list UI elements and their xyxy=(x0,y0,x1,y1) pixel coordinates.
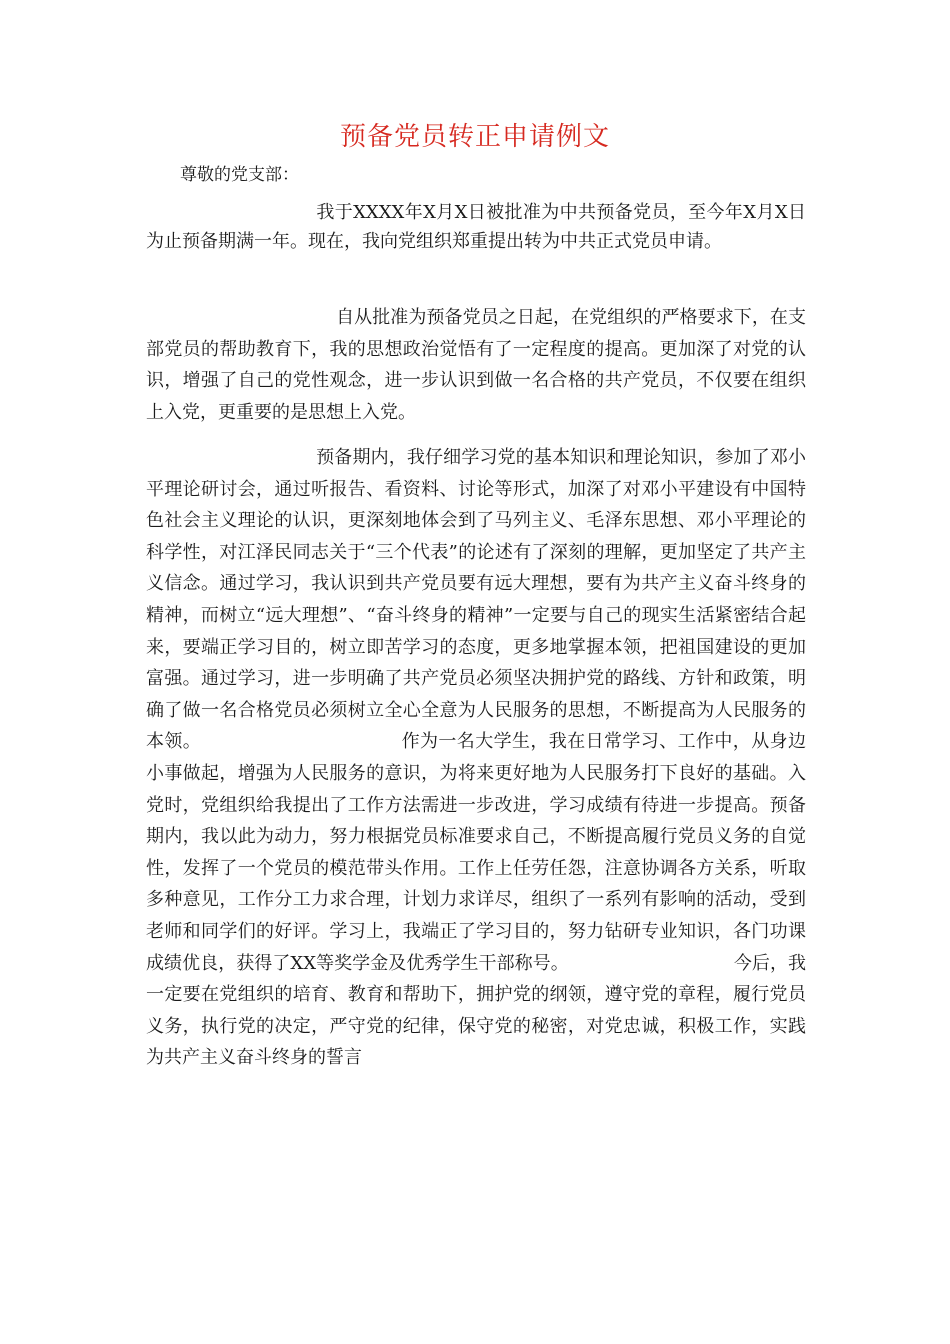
paragraph-3-part-3: 今后，我一定要在党组织的培育、教育和帮助下，拥护党的纲领，遵守党的章程，履行党员义务，执行党的决定，严守党的纪律，保守党的秘密，对党忠诚，积极工作，实践为共产主义奋斗终身的誓言 xyxy=(146,952,806,1069)
document-title: 预备党员转正申请例文 xyxy=(339,122,610,152)
paragraph-3-part-1: 预备期内，我仔细学习党的基本知识和理论知识，参加了邓小平理论研讨会，通过听报告、看资料、讨论等形式，加深了对邓小平建设有中国特色社会主义理论的认识，更深刻地体会到了马列主义、毛泽东思想、邓小平理论的科学性，对江泽民同志关于“三个代表”的论述有了深刻的理解，更加坚定了共产主义信念。通过学习，我认识到共产党员要有远大理想，要有为共产主义奋斗终身的精神，而树立“远大理想”、“奋斗终身的精神”一定要与自己的现实生活紧密结合起来，要端正学习目的，树立即苦学习的态度，更多地掌握本领，把祖国建设的更加富强。通过学习，进一步明确了共产党员必须坚决拥护党的路线、方针和政策，明确了做一名合格党员必须树立全心全意为人民服务的思想，不断提高为人民服务的本领。 xyxy=(146,447,806,753)
salutation: 尊敬的党支部： xyxy=(180,165,299,185)
paragraph-3-part-2: 作为一名大学生，我在日常学习、工作中，从身边小事做起，增强为人民服务的意识，为将来更好地为人民服务打下良好的基础。入党时，党组织给我提出了工作方法需进一步改进，学习成绩有待进一步提高。预备期内，我以此为动力，努力根据党员标准要求自己，不断提高履行党员义务的自觉性，发挥了一个党员的模范带头作用。工作上任劳任怨，注意协调各方关系，听取多种意见，工作分工力求合理，计划力求详尽，组织了一系列有影响的活动，受到老师和同学们的好评。学习上，我端正了学习目的，努力钻研专业知识，各门功课成绩优良，获得了XX等奖学金及优秀学生干部称号。 xyxy=(146,731,807,974)
paragraph-3 xyxy=(146,442,806,1074)
paragraph-2 xyxy=(146,302,806,428)
paragraph-1-text: 我于XXXX年X月X日被批准为中共预备党员，至今年X月X日为止预备期满一年。现在，我向党组织郑重提出转为中共正式党员申请。 xyxy=(146,202,806,252)
paragraph-1 xyxy=(146,198,806,256)
paragraph-2-text: 自从批准为预备党员之日起，在党组织的严格要求下，在支部党员的帮助教育下，我的思想政治觉悟有了一定程度的提高。更加深了对党的认识，增强了自己的党性观念，进一步认识到做一名合格的共产党员，不仅要在组织上入党，更重要的是思想上入党。 xyxy=(146,307,806,423)
